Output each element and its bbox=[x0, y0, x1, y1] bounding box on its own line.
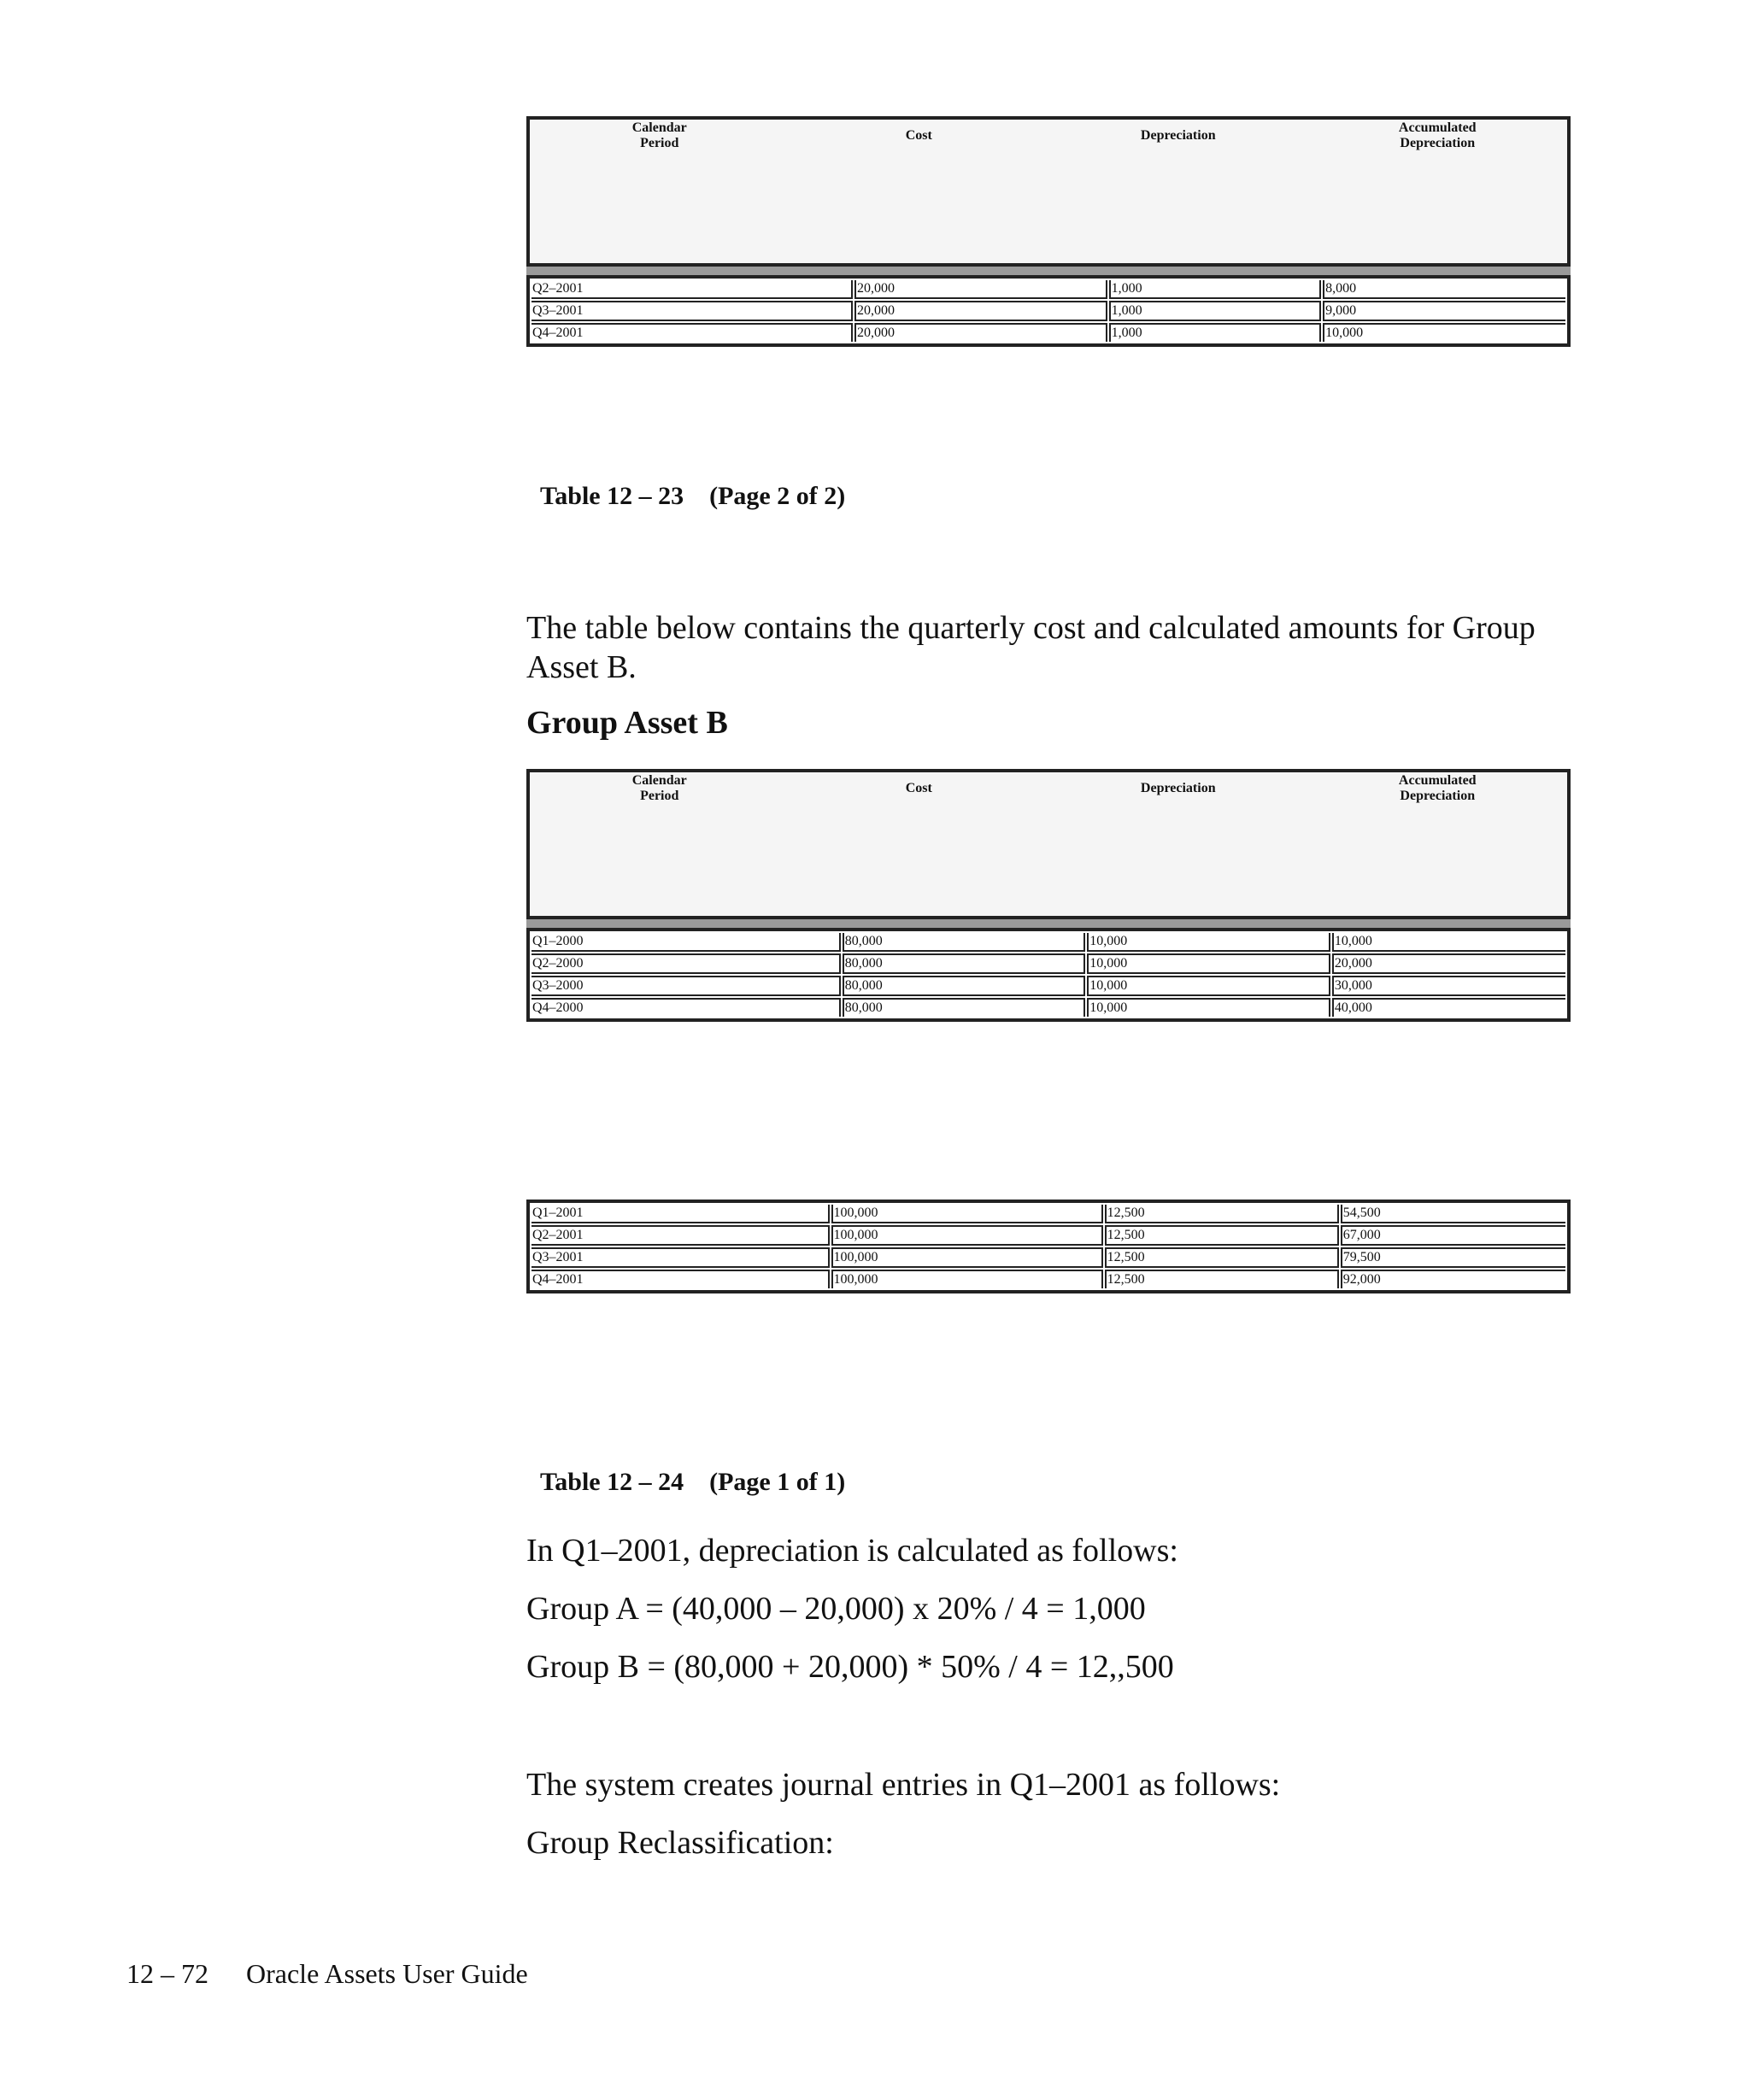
cell-depreciation: 1,000 bbox=[1109, 323, 1321, 342]
cell-calendar-period: Q2–2000 bbox=[531, 953, 841, 974]
cell-depreciation: 10,000 bbox=[1087, 998, 1330, 1017]
table-23-rows bbox=[531, 280, 1565, 342]
column-header-cost: Cost bbox=[905, 781, 932, 795]
cell-accumulated-depreciation: 92,000 bbox=[1341, 1270, 1565, 1288]
table-23-header bbox=[526, 116, 1571, 267]
cell-cost: 100,000 bbox=[831, 1225, 1103, 1246]
caption-number: Table 12 – 23 bbox=[540, 482, 684, 510]
cell-calendar-period: Q4–2001 bbox=[531, 1270, 830, 1288]
cell-depreciation: 12,500 bbox=[1105, 1247, 1339, 1268]
column-header-depreciation: Depreciation bbox=[1140, 781, 1216, 795]
table-24-body-2000 bbox=[526, 928, 1571, 1022]
table-24-rows-2001 bbox=[531, 1205, 1565, 1288]
cell-accumulated-depreciation: 10,000 bbox=[1323, 323, 1565, 342]
cell-cost: 100,000 bbox=[831, 1247, 1103, 1268]
table-row bbox=[531, 1205, 1565, 1223]
cell-cost: 100,000 bbox=[831, 1205, 1103, 1223]
cell-accumulated-depreciation: 54,500 bbox=[1341, 1205, 1565, 1223]
calc-group-b: Group B = (80,000 + 20,000) * 50% / 4 = 12,,500 bbox=[526, 1649, 1174, 1685]
caption-number: Table 12 – 24 bbox=[540, 1468, 684, 1496]
table-row bbox=[531, 953, 1565, 974]
journal-intro: The system creates journal entries in Q1–2001 as follows: bbox=[526, 1767, 1281, 1803]
table-row bbox=[531, 301, 1565, 321]
cell-depreciation: 1,000 bbox=[1109, 301, 1321, 321]
table-24-rows-2000 bbox=[531, 933, 1565, 1017]
table-23-body bbox=[526, 275, 1571, 347]
cell-calendar-period: Q4–2001 bbox=[531, 323, 853, 342]
cell-depreciation: 10,000 bbox=[1087, 953, 1330, 974]
cell-calendar-period: Q2–2001 bbox=[531, 280, 853, 299]
table-row bbox=[531, 1225, 1565, 1246]
cell-depreciation: 12,500 bbox=[1105, 1225, 1339, 1246]
table-row bbox=[531, 323, 1565, 342]
caption-page: (Page 1 of 1) bbox=[709, 1468, 846, 1496]
guide-title: Oracle Assets User Guide bbox=[246, 1958, 528, 1989]
cell-cost: 80,000 bbox=[843, 953, 1086, 974]
page-footer bbox=[126, 1958, 528, 1990]
column-header-depreciation: Depreciation bbox=[1140, 128, 1216, 143]
cell-calendar-period: Q3–2001 bbox=[531, 1247, 830, 1268]
table-row bbox=[531, 998, 1565, 1017]
calc-intro: In Q1–2001, depreciation is calculated as follows: bbox=[526, 1533, 1178, 1569]
page-number: 12 – 72 bbox=[126, 1958, 208, 1989]
cell-cost: 100,000 bbox=[831, 1270, 1103, 1288]
cell-calendar-period: Q1–2001 bbox=[531, 1205, 830, 1223]
table-24-caption bbox=[540, 1468, 845, 1497]
cell-cost: 80,000 bbox=[843, 976, 1086, 996]
cell-depreciation: 1,000 bbox=[1109, 280, 1321, 299]
column-header-accumulated-depreciation: Accumulated Depreciation bbox=[1398, 120, 1477, 150]
cell-depreciation: 10,000 bbox=[1087, 976, 1330, 996]
cell-calendar-period: Q3–2001 bbox=[531, 301, 853, 321]
cell-accumulated-depreciation: 8,000 bbox=[1323, 280, 1565, 299]
cell-calendar-period: Q3–2000 bbox=[531, 976, 841, 996]
table-row bbox=[531, 1247, 1565, 1268]
table-24-body-2001 bbox=[526, 1200, 1571, 1293]
cell-calendar-period: Q2–2001 bbox=[531, 1225, 830, 1246]
table-row bbox=[531, 976, 1565, 996]
header-separator bbox=[526, 267, 1571, 275]
table-row bbox=[531, 1270, 1565, 1288]
cell-cost: 80,000 bbox=[843, 933, 1086, 952]
calc-group-a: Group A = (40,000 – 20,000) x 20% / 4 = 1,000 bbox=[526, 1591, 1146, 1627]
table-row bbox=[531, 280, 1565, 299]
column-header-cost: Cost bbox=[905, 128, 932, 143]
caption-page: (Page 2 of 2) bbox=[709, 482, 846, 510]
cell-accumulated-depreciation: 20,000 bbox=[1332, 953, 1565, 974]
table-23-caption bbox=[540, 482, 845, 511]
cell-accumulated-depreciation: 9,000 bbox=[1323, 301, 1565, 321]
cell-accumulated-depreciation: 67,000 bbox=[1341, 1225, 1565, 1246]
intro-paragraph: The table below contains the quarterly cost and calculated amounts for Group Asset B. bbox=[526, 610, 1536, 685]
cell-cost: 20,000 bbox=[854, 323, 1107, 342]
group-asset-b-heading: Group Asset B bbox=[526, 705, 728, 741]
column-header-calendar-period: Calendar Period bbox=[631, 773, 687, 803]
table-row bbox=[531, 933, 1565, 952]
cell-accumulated-depreciation: 30,000 bbox=[1332, 976, 1565, 996]
cell-cost: 20,000 bbox=[854, 301, 1107, 321]
group-reclassification: Group Reclassification: bbox=[526, 1825, 834, 1861]
column-header-calendar-period: Calendar Period bbox=[631, 120, 687, 150]
cell-calendar-period: Q4–2000 bbox=[531, 998, 841, 1017]
cell-depreciation: 12,500 bbox=[1105, 1270, 1339, 1288]
header-separator bbox=[526, 919, 1571, 928]
cell-calendar-period: Q1–2000 bbox=[531, 933, 841, 952]
cell-accumulated-depreciation: 79,500 bbox=[1341, 1247, 1565, 1268]
cell-accumulated-depreciation: 10,000 bbox=[1332, 933, 1565, 952]
cell-depreciation: 12,500 bbox=[1105, 1205, 1339, 1223]
cell-accumulated-depreciation: 40,000 bbox=[1332, 998, 1565, 1017]
column-header-accumulated-depreciation: Accumulated Depreciation bbox=[1398, 773, 1477, 803]
cell-depreciation: 10,000 bbox=[1087, 933, 1330, 952]
cell-cost: 20,000 bbox=[854, 280, 1107, 299]
table-24-header bbox=[526, 769, 1571, 919]
cell-cost: 80,000 bbox=[843, 998, 1086, 1017]
